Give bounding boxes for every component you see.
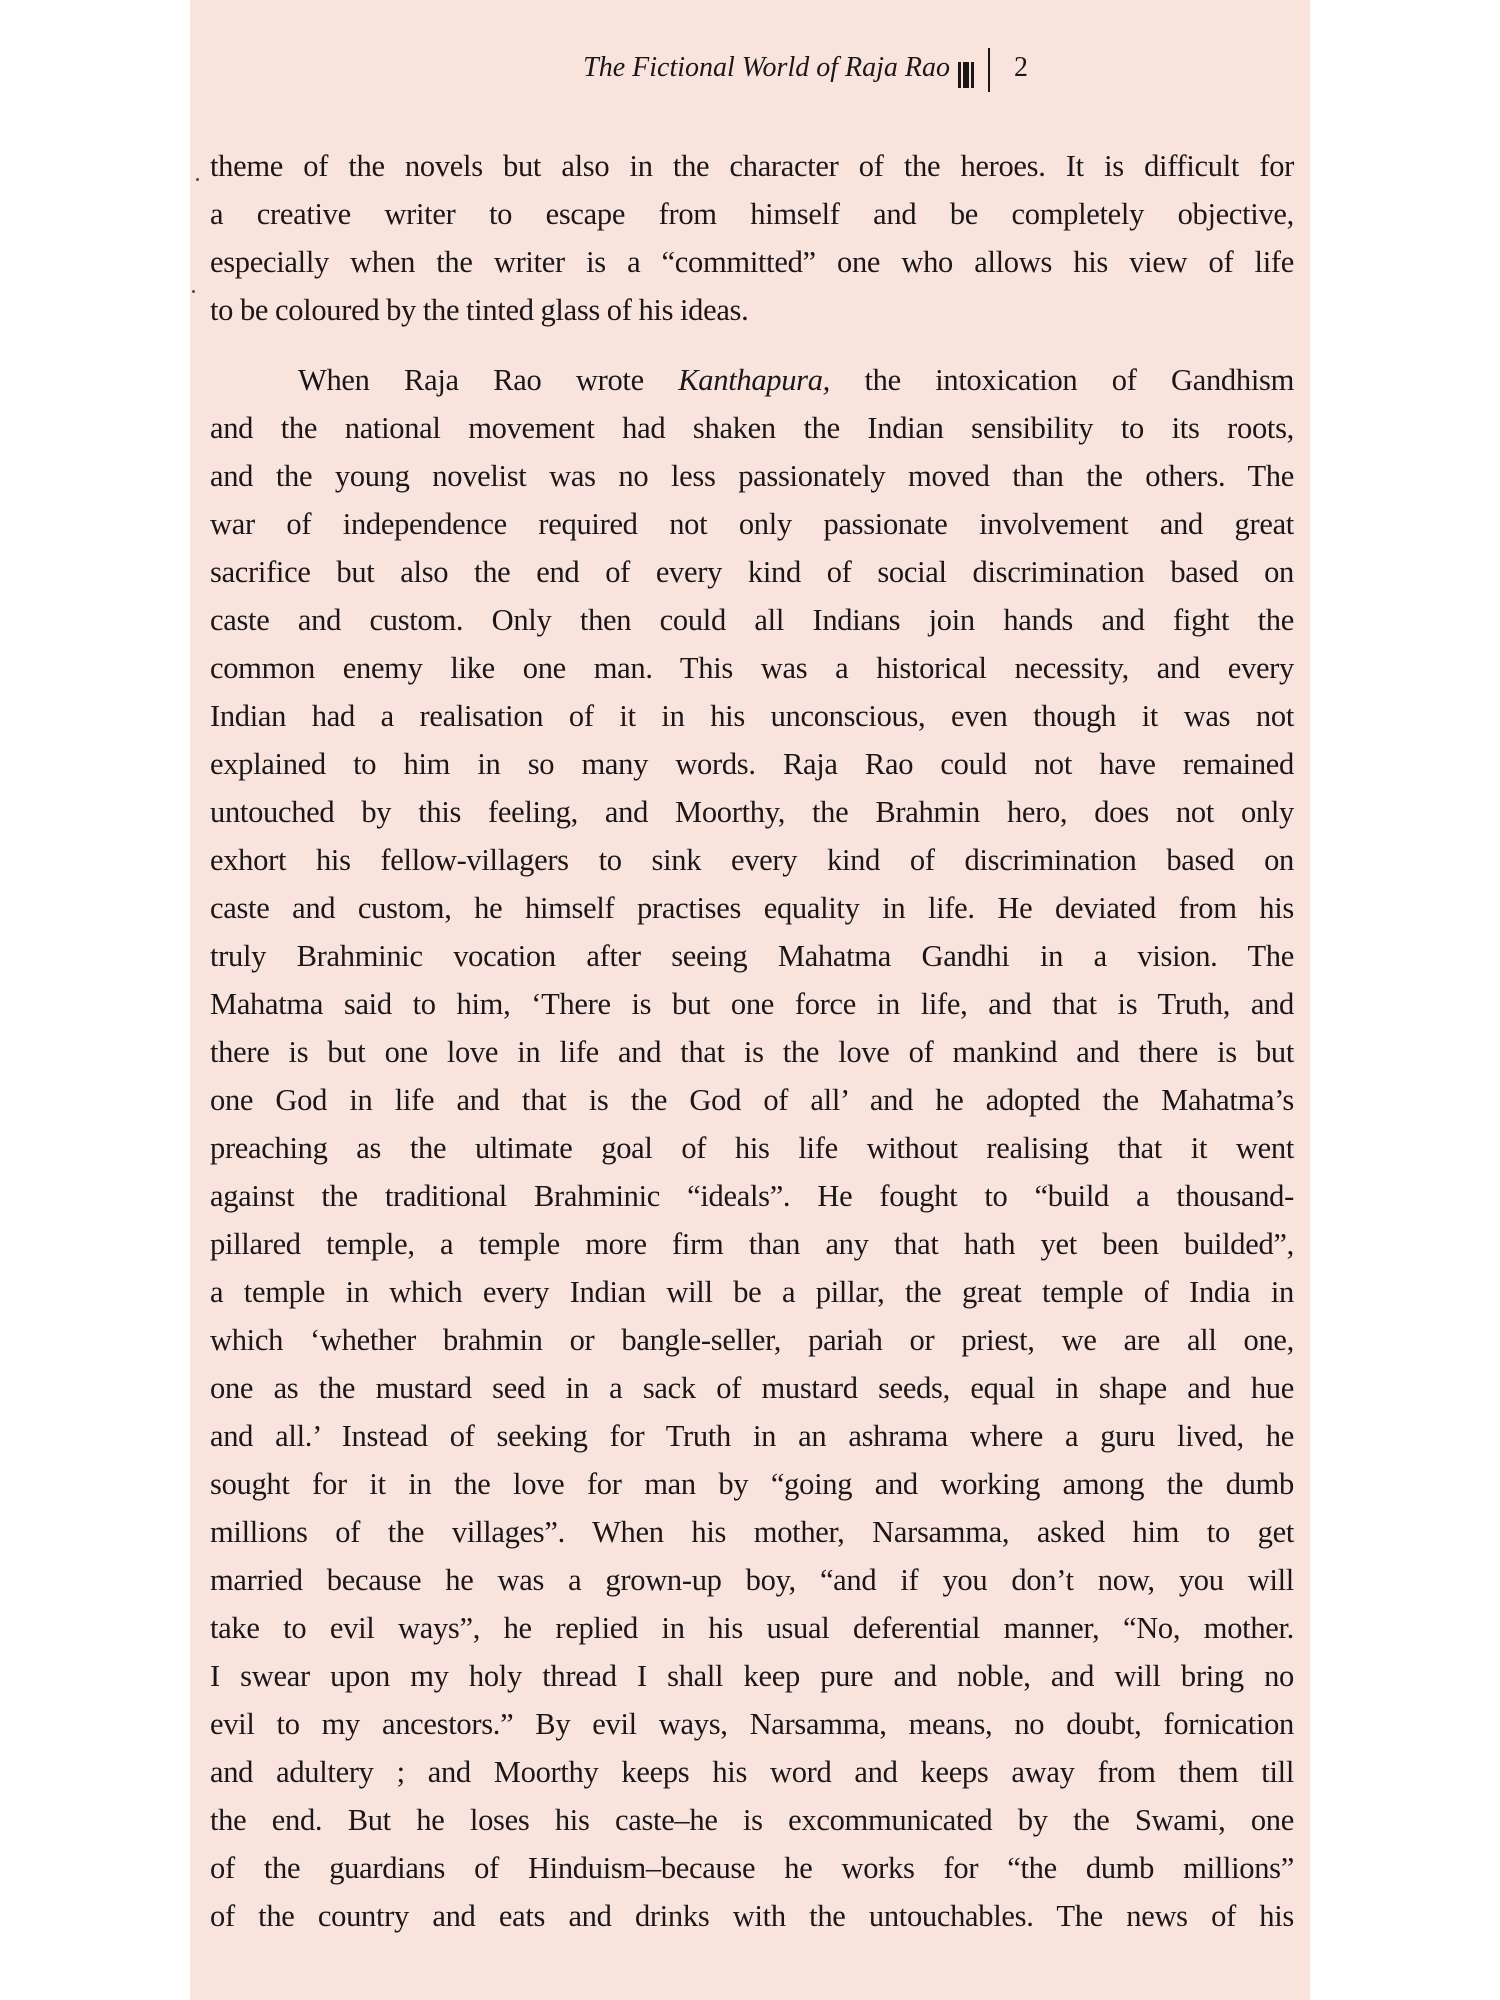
scan-speck bbox=[196, 178, 199, 181]
text-line: of the guardians of Hinduism–because he works for “the dumb millions” bbox=[210, 1851, 1294, 1885]
running-head-title: The Fictional World of Raja Rao bbox=[583, 52, 950, 83]
text-line: take to evil ways”, he replied in his usual deferential manner, “No, mother. bbox=[210, 1611, 1294, 1645]
text-line: one God in life and that is the God of all’ and he adopted the Mahatma’s bbox=[210, 1083, 1294, 1117]
text-line: a creative writer to escape from himself and be completely objective, bbox=[210, 197, 1294, 231]
text-line: there is but one love in life and that is the love of mankind and there is but bbox=[210, 1035, 1294, 1069]
body-text bbox=[210, 142, 1295, 1962]
text-line: exhort his fellow-villagers to sink every kind of discrimination based on bbox=[210, 843, 1294, 877]
text-line: caste and custom. Only then could all Indians join hands and fight the bbox=[210, 603, 1294, 637]
text-line: sacrifice but also the end of every kind of social discrimination based on bbox=[210, 555, 1294, 589]
text-line: sought for it in the love for man by “going and working among the dumb bbox=[210, 1467, 1294, 1501]
paragraph-kanthapura bbox=[210, 356, 1295, 1940]
bar-ornament-icon bbox=[958, 62, 976, 88]
text-line: I swear upon my holy thread I shall keep pure and noble, and will bring no bbox=[210, 1659, 1294, 1693]
book-title-kanthapura: Kanthapura, bbox=[678, 363, 831, 397]
text-line: truly Brahminic vocation after seeing Mahatma Gandhi in a vision. The bbox=[210, 939, 1294, 973]
text-line: one as the mustard seed in a sack of mustard seeds, equal in shape and hue bbox=[210, 1371, 1294, 1405]
text-line bbox=[210, 356, 1294, 404]
text-line: explained to him in so many words. Raja Rao could not have remained bbox=[210, 747, 1294, 781]
text-line: caste and custom, he himself practises equality in life. He deviated from his bbox=[210, 891, 1294, 925]
text-line: untouched by this feeling, and Moorthy, the Brahmin hero, does not only bbox=[210, 795, 1294, 829]
text-line: war of independence required not only passionate involvement and great bbox=[210, 507, 1294, 541]
text-run: the intoxication of Gandhism bbox=[830, 363, 1295, 397]
running-head-divider bbox=[988, 48, 990, 92]
text-line: preaching as the ultimate goal of his life without realising that it went bbox=[210, 1131, 1294, 1165]
text-run: When Raja Rao wrote bbox=[298, 363, 679, 397]
text-line: and all.’ Instead of seeking for Truth in an ashrama where a guru lived, he bbox=[210, 1419, 1294, 1453]
text-line: to be coloured by the tinted glass of his ideas. bbox=[210, 293, 749, 327]
text-line: and the national movement had shaken the Indian sensibility to its roots, bbox=[210, 411, 1294, 445]
text-line: especially when the writer is a “committed” one who allows his view of life bbox=[210, 245, 1294, 279]
text-line: the end. But he loses his caste–he is excommunicated by the Swami, one bbox=[210, 1803, 1294, 1837]
text-line: millions of the villages”. When his mother, Narsamma, asked him to get bbox=[210, 1515, 1294, 1549]
scan-speck bbox=[192, 290, 195, 293]
text-line: a temple in which every Indian will be a pillar, the great temple of India in bbox=[210, 1275, 1294, 1309]
text-line: Mahatma said to him, ‘There is but one force in life, and that is Truth, and bbox=[210, 987, 1294, 1021]
text-line: common enemy like one man. This was a historical necessity, and every bbox=[210, 651, 1294, 685]
text-line: and the young novelist was no less passionately moved than the others. The bbox=[210, 459, 1294, 493]
text-line: theme of the novels but also in the character of the heroes. It is difficult for bbox=[210, 149, 1294, 183]
paragraph-continued bbox=[210, 142, 1294, 334]
text-line: against the traditional Brahminic “ideals”. He fought to “build a thousand- bbox=[210, 1179, 1294, 1213]
page-number: 2 bbox=[1014, 52, 1028, 83]
text-line: evil to my ancestors.” By evil ways, Narsamma, means, no doubt, fornication bbox=[210, 1707, 1294, 1741]
text-line: married because he was a grown-up boy, “and if you don’t now, you will bbox=[210, 1563, 1294, 1597]
text-line: pillared temple, a temple more firm than any that hath yet been builded”, bbox=[210, 1227, 1294, 1261]
running-head bbox=[190, 48, 1310, 92]
text-line: which ‘whether brahmin or bangle-seller, pariah or priest, we are all one, bbox=[210, 1323, 1294, 1357]
text-line: and adultery ; and Moorthy keeps his word and keeps away from them till bbox=[210, 1755, 1294, 1789]
text-line: Indian had a realisation of it in his unconscious, even though it was not bbox=[210, 699, 1294, 733]
text-line: of the country and eats and drinks with the untouchables. The news of his bbox=[210, 1899, 1294, 1933]
scanned-book-page bbox=[190, 0, 1310, 2000]
